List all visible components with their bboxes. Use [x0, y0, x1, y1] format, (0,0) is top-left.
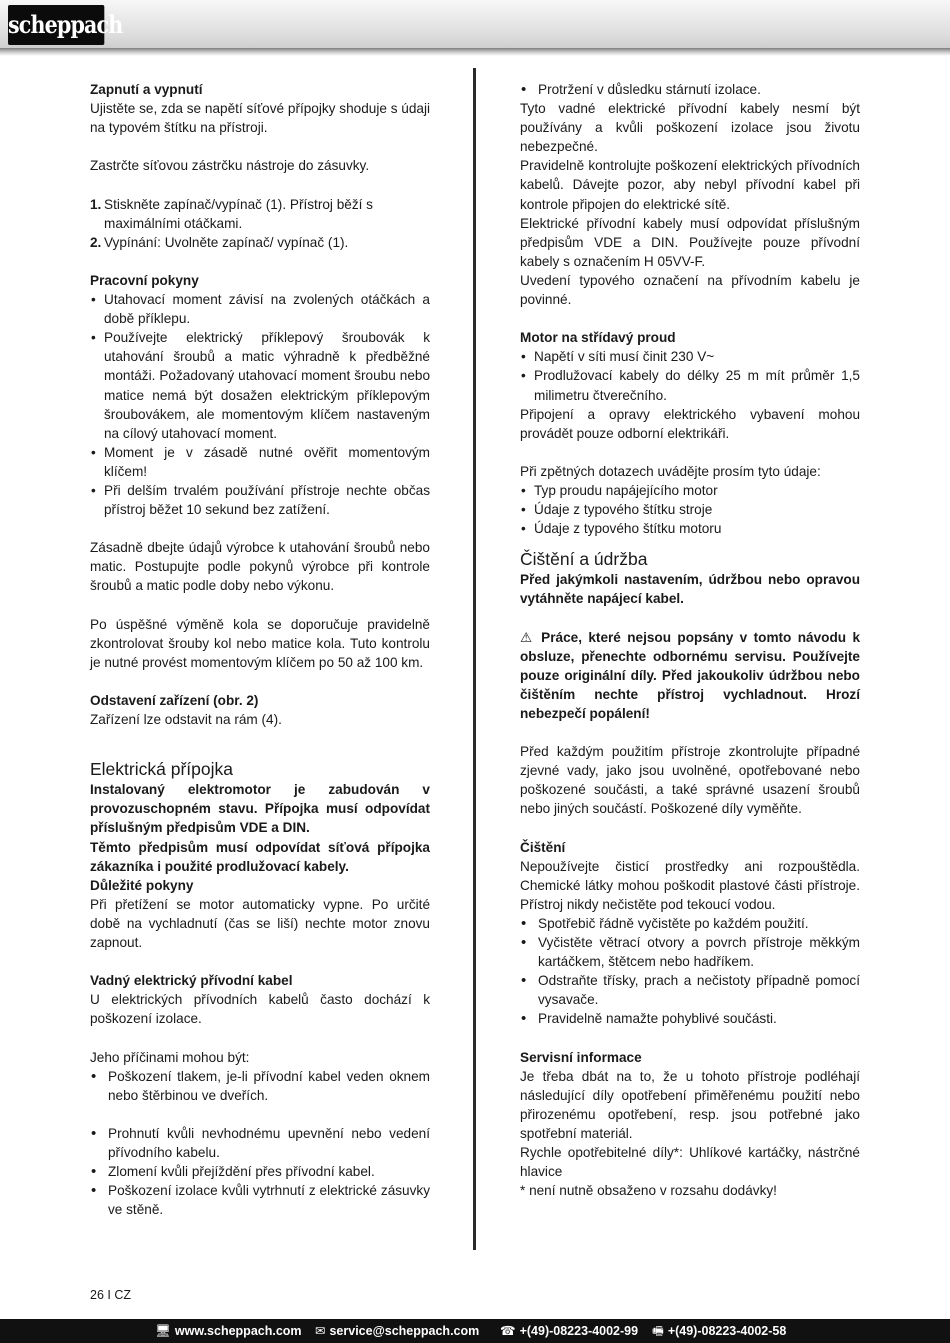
- work-instructions-list: [90, 290, 430, 519]
- paragraph: Jeho příčinami mohou být:: [90, 1049, 250, 1065]
- list-item: • Spotřebič řádně vyčistěte po každém použití.: [520, 914, 860, 933]
- heading-faulty-cable: Vadný elektrický přívodní kabel: [90, 973, 293, 989]
- causes-list: [90, 1067, 430, 1105]
- paragraph: Nepoužívejte čisticí prostředky ani rozpouštědla. Chemické látky mohou poškodit plastové části přístroje. Přístroj nikdy nečistěte pod tekoucí vodou.: [520, 858, 860, 912]
- heading-service-info: Servisní informace: [520, 1049, 642, 1065]
- heading-cleaning: Čištění: [520, 839, 566, 855]
- paragraph: Je třeba dbát na to, že u tohoto přístroje podléhají následující díly opotřebení přiměřenému použití nebo přirozenému opotřebení, resp. jsou potřebné jako spotřební materiál.: [520, 1068, 860, 1141]
- list-item: • Při delším trvalém používání přístroje nechte občas přístroj běžet 10 sekund bez zatížení.: [90, 481, 430, 519]
- paragraph: Zařízení lze odstavit na rám (4).: [90, 712, 282, 728]
- paragraph-bold: Těmto předpisům musí odpovídat síťová přípojka zákazníka i použité prodlužovací kabely.: [90, 839, 430, 874]
- paragraph: * není nutně obsaženo v rozsahu dodávky!: [520, 1183, 777, 1199]
- column-divider: [473, 68, 476, 1250]
- footer-email[interactable]: ✉ service@scheppach.com: [315, 1319, 479, 1343]
- right-column: [520, 80, 860, 1200]
- list-item: • Typ proudu napájejícího motor: [520, 481, 860, 500]
- paragraph: Elektrické přívodní kabely musí odpovídat příslušným předpisům VDE a DIN. Používejte pouze přívodní kabely s označením H 05VV-F.: [520, 215, 860, 269]
- list-item: • Protržení v důsledku stárnutí izolace.: [520, 80, 860, 99]
- steps-list: [90, 195, 430, 252]
- list-item: • Napětí v síti musí činit 230 V~: [520, 347, 860, 366]
- paragraph: Při zpětných dotazech uvádějte prosím tyto údaje:: [520, 463, 821, 479]
- paragraph: Ujistěte se, zda se napětí síťové přípojky shoduje s údaji na typovém štítku na přístroji.: [90, 101, 430, 136]
- paragraph: Rychle opotřebitelné díly*: Uhlíkové kartáčky, nástrčné hlavice: [520, 1145, 860, 1180]
- phone-icon: ☎: [500, 1324, 516, 1338]
- paragraph: Pravidelně kontrolujte poškození elektrických přívodních kabelů. Dávejte pozor, aby nebyl přívodní kabel při kontrole připojen do elektrické sítě.: [520, 158, 860, 212]
- footer-fax: 🖷 +(49)-08223-4002-58: [652, 1319, 786, 1343]
- monitor-icon: 🖥: [155, 1324, 171, 1338]
- heading-electrical-connection: Elektrická přípojka: [90, 759, 233, 780]
- list-item: • Prodlužovací kabely do délky 25 m mít průměr 1,5 milimetru čtverečního.: [520, 366, 860, 404]
- causes-list-end: [520, 80, 860, 99]
- left-column: [90, 80, 430, 1219]
- cleaning-list: [520, 914, 860, 1029]
- paragraph: Po úspěšné výměně kola se doporučuje pravidelně zkontrolovat šrouby kol nebo matice kola. Tuto kontrolu je nutné provést momentovým klíčem po 50 až 100 km.: [90, 616, 430, 670]
- warning-paragraph: ⚠ Práce, které nejsou popsány v tomto návodu k obsluze, přenechte odbornému servisu. Používejte pouze originální díly. Před jakoukoliv údržbou nebo čištěním nechte přístroj vychladnout. Hrozí nebezpečí popálení!: [520, 629, 861, 721]
- heading-storage: Odstavení zařízení (obr. 2): [90, 693, 259, 708]
- paragraph-bold: Před jakýmkoli nastavením, údržbou nebo opravou vytáhněte napájecí kabel.: [520, 572, 860, 607]
- paragraph: Zásadně dbejte údajů výrobce k utahování šroubů nebo matic. Postupujte podle pokynů výrobce při kontrole šroubů a matic podle doby nebo výkonu.: [90, 540, 430, 594]
- causes-list-continued: [90, 1124, 430, 1219]
- page-footer: [0, 1319, 950, 1343]
- paragraph-bold: Instalovaný elektromotor je zabudován v provozuschopném stavu. Přípojka musí odpovídat příslušným předpisům VDE a DIN.: [90, 782, 430, 836]
- heading-switch-on-off: Zapnutí a vypnutí: [90, 82, 203, 97]
- list-item: • Údaje z typového štítku motoru: [520, 519, 860, 538]
- mail-icon: ✉: [315, 1324, 326, 1338]
- heading-cleaning-maintenance: Čištění a údržba: [520, 549, 648, 570]
- heading-work-instructions: Pracovní pokyny: [90, 272, 199, 288]
- motor-list: [520, 347, 860, 404]
- list-item: • Utahovací moment závisí na zvolených otáčkách a době příklepu.: [90, 290, 430, 328]
- paragraph: U elektrických přívodních kabelů často dochází k poškození izolace.: [90, 992, 430, 1027]
- paragraph: Připojení a opravy elektrického vybavení mohou provádět pouze odborní elektrikáři.: [520, 406, 860, 441]
- heading-important-notes: Důležité pokyny: [90, 877, 194, 893]
- list-item: 2. Vypínání: Uvolněte zapínač/ vypínač (1).: [90, 234, 349, 250]
- list-item: • Používejte elektrický příklepový šroubovák k utahování šroubů a matic výhradně k předběžné montáži. Požadovaný utahovací moment šroubu nebo matice nemá být dosažen elektrickým příklepovým šroubovákem, ale momentovým klíčem nastaveným na cílový utahovací moment.: [90, 328, 430, 443]
- header-shadow: [0, 48, 950, 56]
- list-item: • Údaje z typového štítku stroje: [520, 500, 860, 519]
- list-item: • Poškození tlakem, je-li přívodní kabel veden oknem nebo štěrbinou ve dveřích.: [90, 1067, 430, 1105]
- footer-website[interactable]: 🖥 www.scheppach.com: [155, 1319, 302, 1343]
- paragraph: Při přetížení se motor automaticky vypne. Po určité době na vychladnutí (čas se liší) nechte motor znovu zapnout.: [90, 896, 430, 951]
- list-item: 1. Stiskněte zapínač/vypínač (1). Přístroj běží s maximálními otáčkami.: [90, 196, 373, 231]
- warning-icon: ⚠: [520, 629, 535, 645]
- scheppach-logo: scheppach: [8, 5, 104, 45]
- list-item: • Pravidelně namažte pohyblivé součásti.: [520, 1009, 860, 1028]
- list-item: • Vyčistěte větrací otvory a povrch přístroje měkkým kartáčkem, štětcem nebo hadříkem.: [520, 933, 860, 971]
- page-number: 26 I CZ: [90, 1288, 131, 1302]
- list-item: • Odstraňte třísky, prach a nečistoty případně pomocí vysavače.: [520, 971, 860, 1009]
- paragraph: Před každým použitím přístroje zkontrolujte případné zjevné vady, jako jsou uvolněné, opotřebované nebo poškozené součásti, a také správné usazení šroubů nebo jiných součástí. Poškozené díly vyměňte.: [520, 744, 860, 817]
- paragraph: Zastrčte síťovou zástrčku nástroje do zásuvky.: [90, 158, 370, 174]
- list-item: • Poškození izolace kvůli vytrhnutí z elektrické zásuvky ve stěně.: [90, 1181, 430, 1219]
- paragraph: Tyto vadné elektrické přívodní kabely nesmí být používány a kvůli poškození izolace jsou životu nebezpečné.: [520, 101, 860, 155]
- paragraph: Uvedení typového označení na přívodním kabelu je povinné.: [520, 272, 860, 308]
- page-header: [0, 0, 950, 52]
- details-list: [520, 481, 860, 538]
- fax-icon: 🖷: [652, 1324, 664, 1338]
- list-item: • Moment je v zásadě nutné ověřit momentovým klíčem!: [90, 443, 430, 481]
- list-item: • Prohnutí kvůli nevhodnému upevnění nebo vedení přívodního kabelu.: [90, 1124, 430, 1162]
- footer-phone[interactable]: ☎ +(49)-08223-4002-99: [500, 1319, 638, 1343]
- list-item: • Zlomení kvůli přejíždění přes přívodní kabel.: [90, 1162, 430, 1181]
- heading-ac-motor: Motor na střídavý proud: [520, 330, 676, 346]
